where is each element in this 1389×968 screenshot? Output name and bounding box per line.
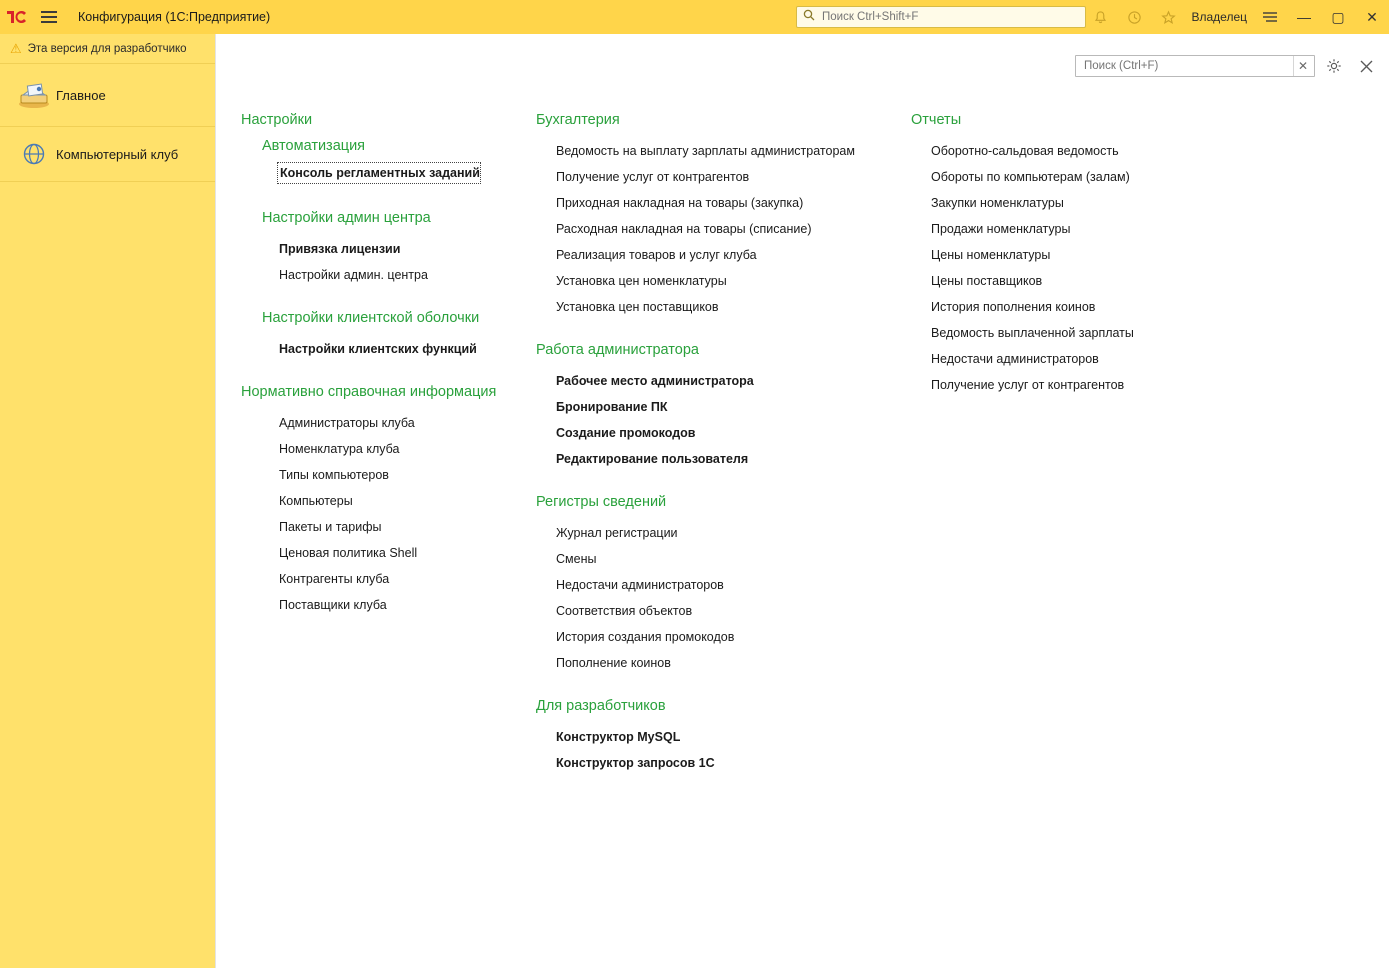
sidebar — [0, 34, 215, 968]
list-item[interactable]: Консоль регламентных заданий — [277, 162, 481, 184]
main-content — [215, 34, 1389, 968]
list-item[interactable]: Расходная накладная на товары (списание) — [556, 222, 812, 236]
developer-version-text: Эта версия для разработчико — [27, 42, 187, 55]
notifications-icon[interactable] — [1083, 0, 1117, 34]
group-title[interactable]: Бухгалтерия — [536, 112, 620, 128]
current-user-label[interactable]: Владелец — [1191, 10, 1247, 24]
developer-version-note — [0, 34, 215, 64]
group-title[interactable]: Настройки админ центра — [262, 210, 431, 226]
list-item[interactable]: Недостачи администраторов — [931, 352, 1099, 366]
list-item[interactable]: Ценовая политика Shell — [279, 546, 418, 560]
link-list — [536, 520, 911, 676]
titlebar-icons — [1083, 0, 1389, 34]
list-item[interactable]: Соответствия объектов — [556, 604, 693, 618]
list-item[interactable]: Закупки номенклатуры — [931, 196, 1064, 210]
group-title[interactable]: Нормативно справочная информация — [241, 384, 497, 400]
sidebar-item-computer-club[interactable] — [0, 127, 215, 181]
clear-search-icon[interactable]: ✕ — [1293, 56, 1310, 76]
main-menu-button[interactable] — [34, 0, 64, 34]
list-item[interactable]: Обороты по компьютерам (залам) — [931, 170, 1130, 184]
list-item[interactable]: Журнал регистрации — [556, 526, 678, 540]
group-reports — [911, 112, 1331, 398]
group-client-shell-settings — [241, 310, 536, 362]
sidebar-divider-2 — [0, 181, 215, 182]
content-search-input[interactable] — [1082, 59, 1293, 73]
group-administrator-work — [536, 342, 911, 472]
group-title[interactable]: Работа администратора — [536, 342, 699, 358]
column-settings — [216, 112, 536, 798]
group-title[interactable]: Настройки — [241, 112, 313, 128]
favorites-star-icon[interactable] — [1151, 0, 1185, 34]
sidebar-item-main[interactable] — [0, 64, 215, 126]
link-list — [536, 138, 911, 320]
group-title[interactable]: Настройки клиентской оболочки — [262, 310, 480, 326]
list-item[interactable]: Ведомость на выплату зарплаты администраторам — [556, 144, 855, 158]
list-item[interactable]: Оборотно-сальдовая ведомость — [931, 144, 1119, 158]
list-item[interactable]: Приходная накладная на товары (закупка) — [556, 196, 804, 210]
list-item[interactable]: Реализация товаров и услуг клуба — [556, 248, 757, 262]
close-button[interactable]: ✕ — [1366, 8, 1378, 25]
group-reference-information — [241, 384, 536, 618]
subgroup-title-automation[interactable]: Автоматизация — [262, 138, 366, 154]
list-item[interactable]: Настройки админ. центра — [279, 268, 428, 282]
column-accounting — [536, 112, 911, 798]
minimize-button[interactable]: — — [1297, 9, 1311, 25]
list-item[interactable]: Конструктор запросов 1С — [556, 756, 715, 770]
gear-icon[interactable] — [1321, 54, 1347, 78]
content-toolbar — [1075, 54, 1379, 78]
list-item[interactable]: Ведомость выплаченной зарплаты — [931, 326, 1134, 340]
sections-columns — [216, 112, 1389, 798]
home-section-icon — [12, 78, 56, 112]
warning-icon: ⚠ — [10, 40, 22, 56]
global-search-input[interactable] — [820, 10, 1079, 24]
maximize-button[interactable]: ▢ — [1331, 8, 1345, 25]
list-item[interactable]: Контрагенты клуба — [279, 572, 390, 586]
group-for-developers — [536, 698, 911, 776]
group-title[interactable]: Регистры сведений — [536, 494, 667, 510]
group-title[interactable]: Для разработчиков — [536, 698, 666, 714]
title-bar — [0, 0, 1389, 34]
global-search-box[interactable] — [796, 6, 1086, 28]
search-icon — [803, 8, 815, 26]
sidebar-item-club-label: Компьютерный клуб — [56, 146, 179, 162]
list-item[interactable]: Настройки клиентских функций — [279, 342, 477, 356]
sidebar-item-main-label: Главное — [56, 87, 106, 103]
content-search-box[interactable] — [1075, 55, 1315, 77]
list-item[interactable]: Администраторы клуба — [279, 416, 415, 430]
list-menu-icon[interactable] — [1253, 0, 1287, 34]
group-information-registers — [536, 494, 911, 676]
list-item[interactable]: Пакеты и тарифы — [279, 520, 382, 534]
group-nastroyki — [241, 112, 536, 184]
list-item[interactable]: Недостачи администраторов — [556, 578, 724, 592]
list-item[interactable]: Продажи номенклатуры — [931, 222, 1071, 236]
column-reports — [911, 112, 1331, 798]
list-item[interactable]: Компьютеры — [279, 494, 353, 508]
link-list — [241, 336, 536, 362]
1c-logo-icon — [0, 0, 34, 34]
club-section-icon — [12, 140, 56, 168]
group-accounting — [536, 112, 911, 320]
link-list — [536, 724, 911, 776]
list-item[interactable]: Рабочее место администратора — [556, 374, 754, 388]
list-item[interactable]: Создание промокодов — [556, 426, 696, 440]
list-item[interactable]: Номенклатура клуба — [279, 442, 400, 456]
list-item[interactable]: Редактирование пользователя — [556, 452, 749, 466]
link-list — [241, 410, 536, 618]
link-list — [911, 138, 1331, 398]
window-title: Конфигурация (1С:Предприятие) — [78, 10, 271, 24]
group-title[interactable]: Отчеты — [911, 112, 962, 128]
list-item[interactable]: Типы компьютеров — [279, 468, 389, 482]
list-item[interactable]: Цены поставщиков — [931, 274, 1043, 288]
list-item[interactable]: Установка цен номенклатуры — [556, 274, 727, 288]
list-item[interactable]: Пополнение коинов — [556, 656, 671, 670]
link-list — [536, 368, 911, 472]
list-item[interactable]: Получение услуг от контрагентов — [931, 378, 1125, 392]
list-item[interactable]: История пополнения коинов — [931, 300, 1096, 314]
list-item[interactable]: Установка цен поставщиков — [556, 300, 719, 314]
link-list — [241, 236, 536, 288]
list-item[interactable]: Поставщики клуба — [279, 598, 387, 612]
list-item[interactable]: Цены номенклатуры — [931, 248, 1051, 262]
list-item[interactable]: Смены — [556, 552, 597, 566]
list-item[interactable]: Конструктор MySQL — [556, 730, 681, 744]
group-admin-center-settings — [241, 210, 536, 288]
list-item[interactable]: Привязка лицензии — [279, 242, 401, 256]
list-item[interactable]: История создания промокодов — [556, 630, 735, 644]
list-item[interactable]: Бронирование ПК — [556, 400, 668, 414]
list-item[interactable]: Получение услуг от контрагентов — [556, 170, 750, 184]
history-icon[interactable] — [1117, 0, 1151, 34]
link-list — [241, 162, 536, 184]
close-icon[interactable] — [1353, 54, 1379, 78]
